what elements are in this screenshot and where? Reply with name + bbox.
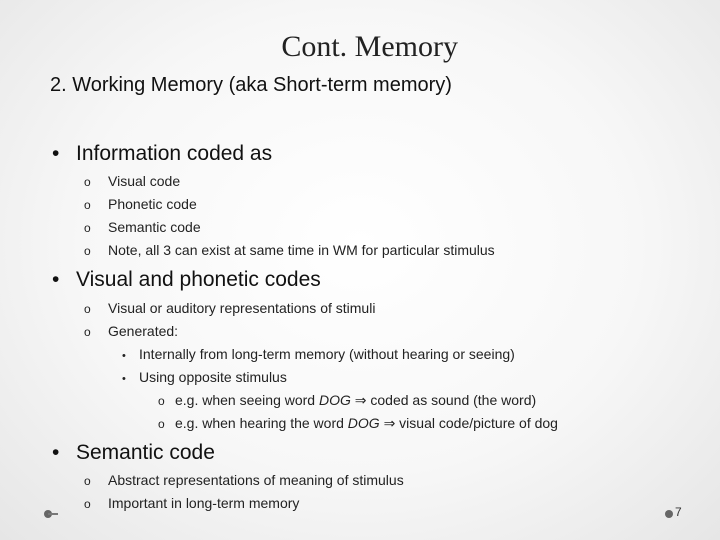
bullet-visual-phonetic: • Visual and phonetic codes	[52, 268, 321, 291]
circle-bullet-icon: o	[84, 302, 91, 316]
circle-bullet-icon: o	[158, 394, 165, 408]
page-number: 7	[675, 505, 682, 519]
bullet-information-coded: • Information coded as	[52, 142, 273, 165]
example-hearing: o e.g. when hearing the word DOG ⇒ visual code/picture of dog	[158, 415, 558, 431]
slide-title: Cont. Memory	[281, 30, 458, 63]
bullet-icon: •	[52, 441, 60, 464]
list-item: o Visual or auditory representations of stimuli	[84, 300, 376, 316]
circle-bullet-icon: o	[84, 175, 91, 189]
corner-dot-right	[665, 510, 673, 518]
bullet-icon: •	[52, 142, 60, 165]
circle-bullet-icon: o	[84, 497, 91, 511]
circle-bullet-icon: o	[84, 198, 91, 212]
corner-line-left	[48, 513, 58, 515]
list-item: o Note, all 3 can exist at same time in WM for particular stimulus	[84, 242, 495, 258]
list-item: • Internally from long-term memory (without hearing or seeing)	[122, 346, 515, 362]
circle-bullet-icon: o	[84, 325, 91, 339]
circle-bullet-icon: o	[84, 244, 91, 258]
list-item: o Generated:	[84, 323, 179, 339]
circle-bullet-icon: o	[158, 417, 165, 431]
implies-arrow-icon: ⇒	[383, 415, 396, 431]
bullet-semantic-code: • Semantic code	[52, 441, 215, 464]
list-item: o Semantic code	[84, 219, 201, 235]
list-item: o Abstract representations of meaning of stimulus	[84, 472, 404, 488]
implies-arrow-icon: ⇒	[354, 392, 367, 408]
list-item: o Phonetic code	[84, 196, 197, 212]
slide-subtitle: 2. Working Memory (aka Short-term memory)	[50, 74, 452, 96]
list-item: o Visual code	[84, 173, 181, 189]
bullet-icon: •	[122, 373, 126, 385]
bullet-icon: •	[52, 268, 60, 291]
bullet-icon: •	[122, 350, 126, 362]
list-item: o Important in long-term memory	[84, 495, 300, 511]
example-seeing: o e.g. when seeing word DOG ⇒ coded as sound (the word)	[158, 392, 537, 408]
circle-bullet-icon: o	[84, 474, 91, 488]
list-item: • Using opposite stimulus	[122, 369, 287, 385]
circle-bullet-icon: o	[84, 221, 91, 235]
